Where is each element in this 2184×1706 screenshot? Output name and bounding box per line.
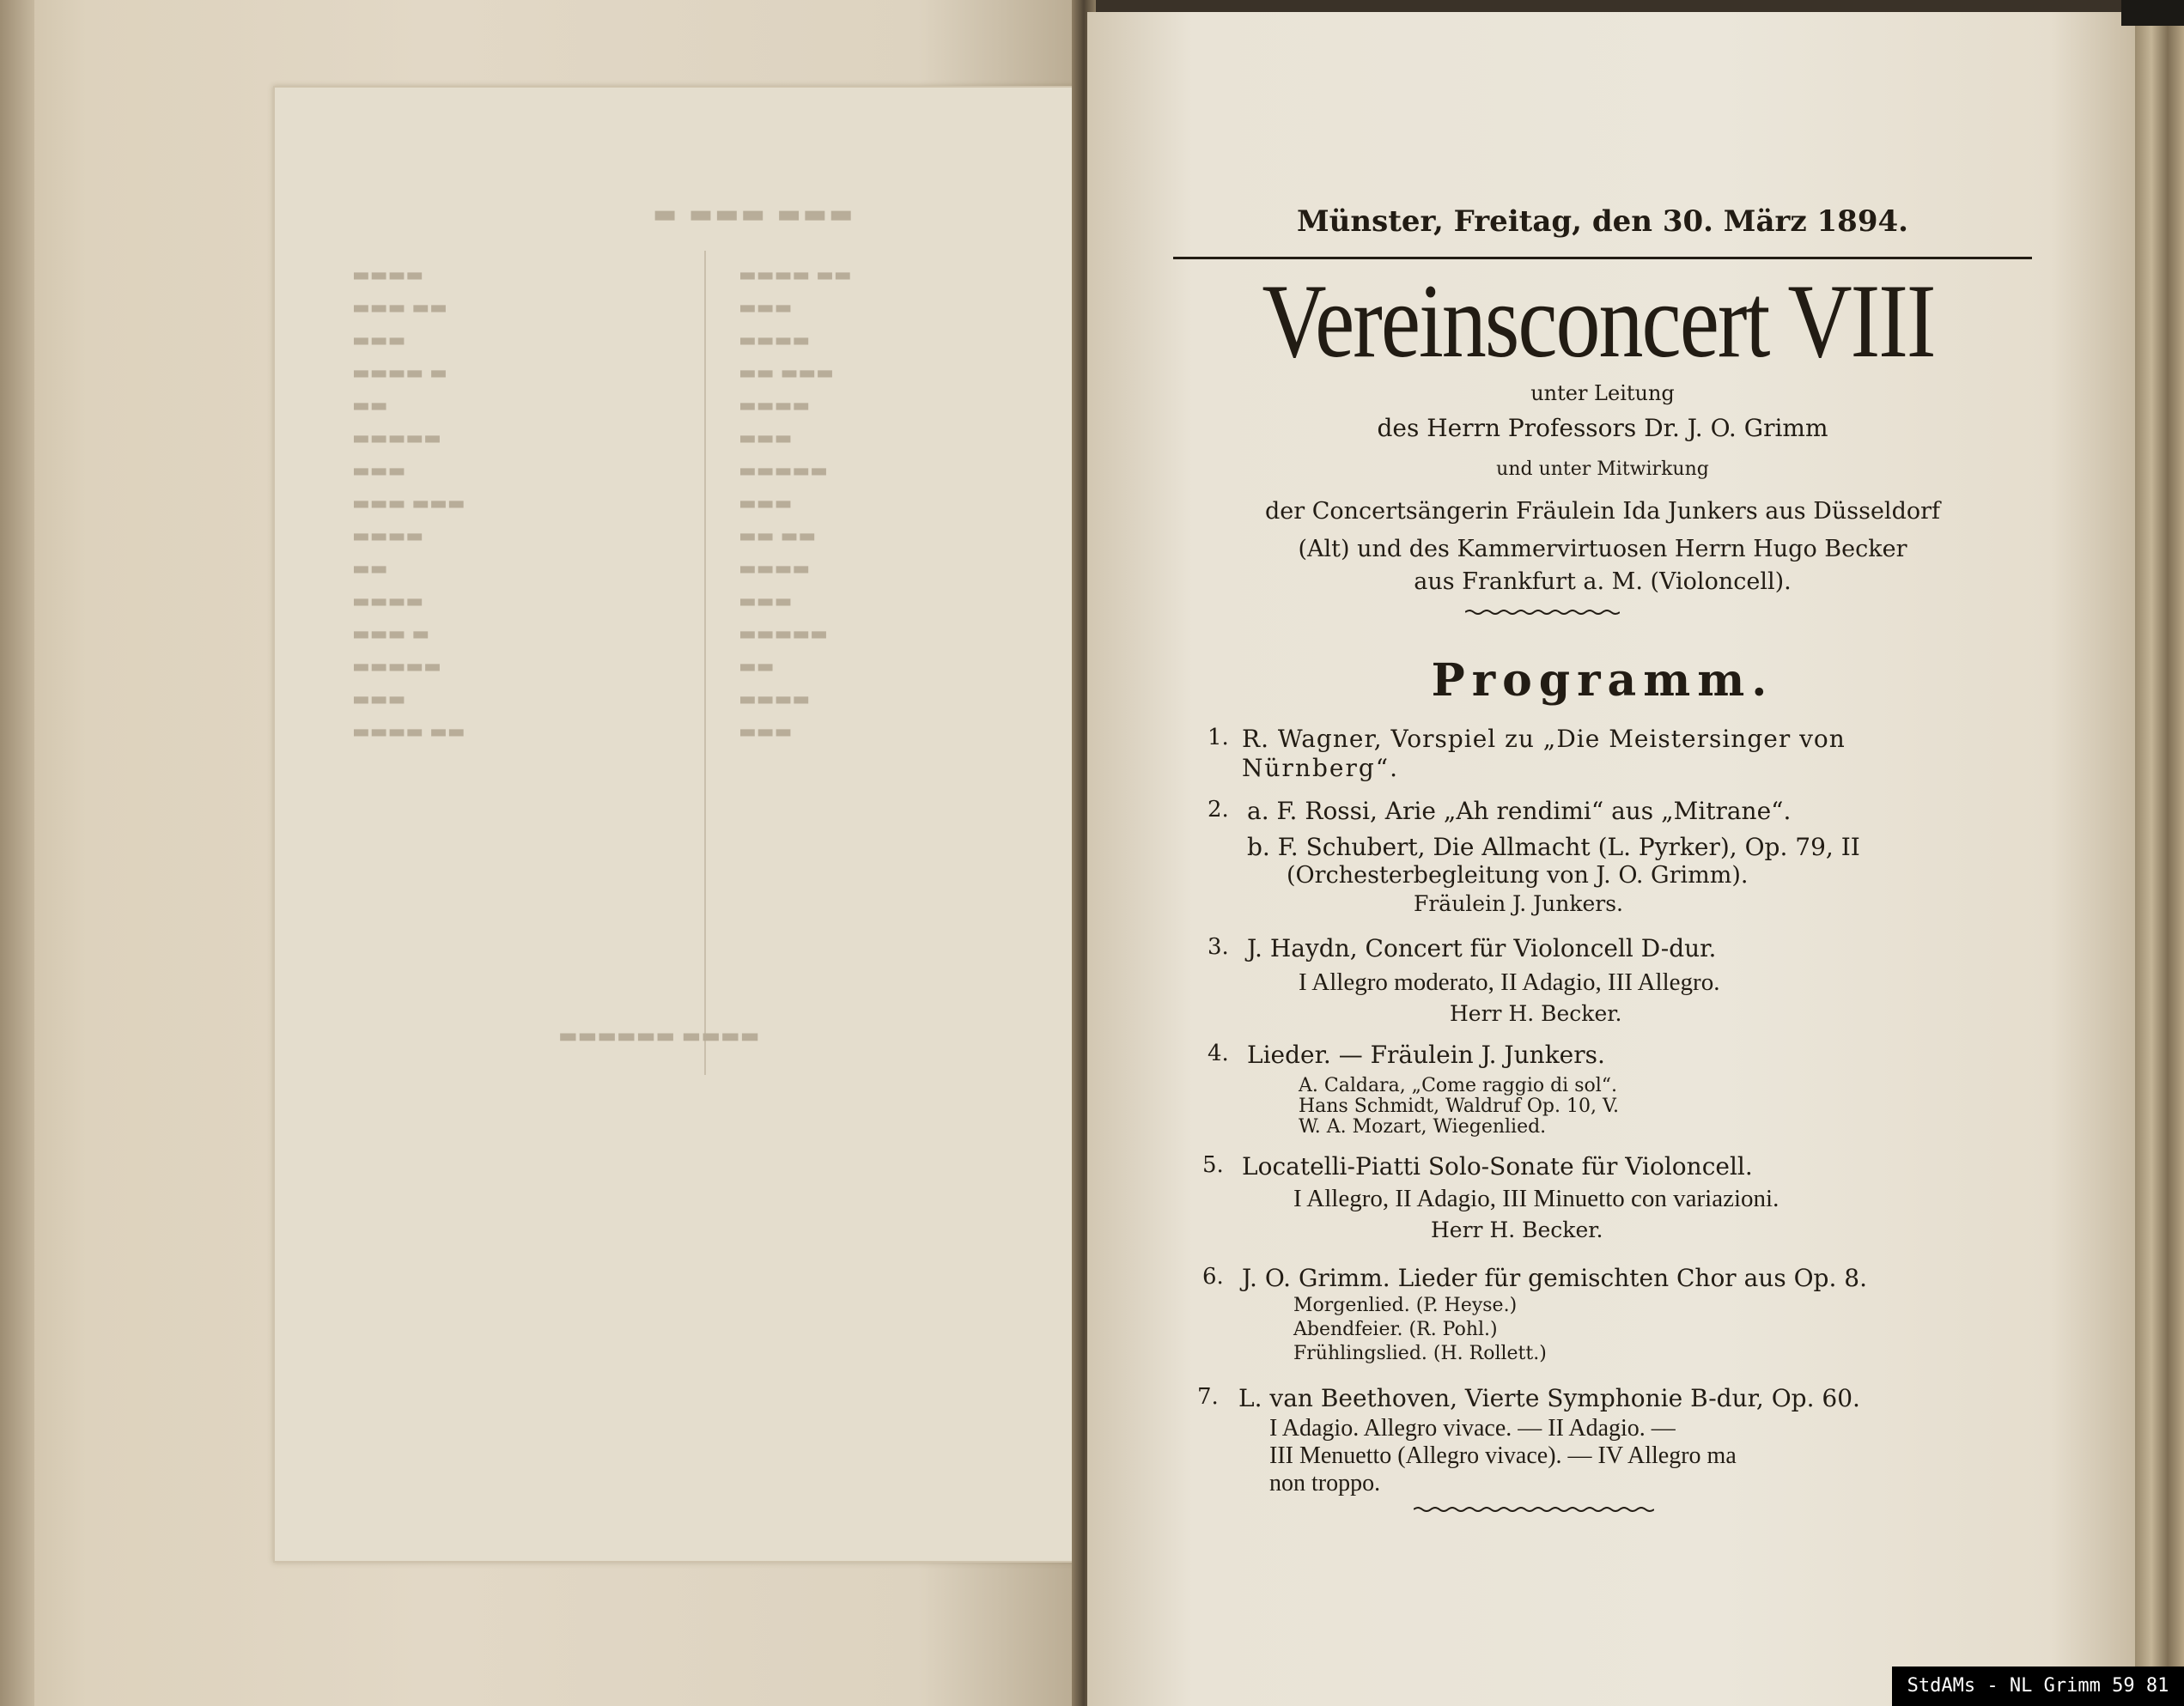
item-2-line-4: Fräulein J. Junkers.	[1414, 891, 1624, 916]
item-5-line-2: I Allegro, II Adagio, III Minuetto con variazioni.	[1293, 1185, 1779, 1212]
background-corner	[2121, 0, 2184, 26]
line-soloist-3: aus Frankfurt a. M. (Violoncell).	[1414, 568, 1792, 595]
item-3-line-1: J. Haydn, Concert für Violoncell D-dur.	[1247, 934, 1717, 962]
item-6-line-2: Morgenlied. (P. Heyse.)	[1293, 1295, 1518, 1316]
item-5-line-1: Locatelli-Piatti Solo-Sonate für Violoncell.	[1242, 1152, 1753, 1181]
dateline: Münster, Freitag, den 30. März 1894.	[1297, 204, 1908, 239]
line-unter-leitung: unter Leitung	[1530, 381, 1675, 405]
right-page	[1087, 12, 2135, 1706]
concert-title: Vereinsconcert VIII	[1262, 263, 1935, 380]
ghost-column-left: ▬▬▬▬ ▬▬▬ ▬▬ ▬▬▬ ▬▬▬▬ ▬ ▬▬ ▬▬▬▬▬ ▬▬▬ ▬▬▬ ▬▬▬ ▬▬▬▬ ▬▬ ▬▬▬▬ ▬▬▬ ▬ ▬▬▬▬▬ ▬▬▬ ▬▬▬▬ ▬▬	[352, 264, 465, 743]
line-conductor: des Herrn Professors Dr. J. O. Grimm	[1377, 414, 1828, 442]
left-page	[0, 0, 1080, 1706]
item-6-line-1: J. O. Grimm. Lieder für gemischten Chor aus Op. 8.	[1242, 1264, 1867, 1292]
line-soloist-2: (Alt) und des Kammervirtuosen Herrn Hugo Becker	[1298, 536, 1907, 562]
line-soloist-1: der Concertsängerin Fräulein Ida Junkers aus Düsseldorf	[1264, 498, 1941, 525]
item-2-line-3: (Orchesterbegleitung von J. O. Grimm).	[1287, 862, 1749, 889]
item-1-line-2: Nürnberg“.	[1242, 754, 1399, 782]
item-7-line-2: I Adagio. Allegro vivace. — II Adagio. —	[1269, 1415, 1676, 1442]
item-3-number: 3.	[1208, 934, 1229, 960]
line-mitwirkung: und unter Mitwirkung	[1496, 458, 1709, 480]
item-4-number: 4.	[1208, 1041, 1229, 1066]
item-7-line-1: L. van Beethoven, Vierte Symphonie B-dur, Op. 60.	[1238, 1384, 1860, 1412]
item-2-line-1: a. F. Rossi, Arie „Ah rendimi“ aus „Mitrane“.	[1247, 797, 1792, 825]
item-5-line-3: Herr H. Becker.	[1431, 1217, 1603, 1242]
item-4-line-2: A. Caldara, „Come raggio di sol“.	[1299, 1075, 1618, 1096]
item-1-line-1: R. Wagner, Vorspiel zu „Die Meistersinger von	[1242, 725, 1846, 753]
ghost-heading: ▬ ▬▬▬ ▬▬▬	[653, 199, 855, 229]
item-1-number: 1.	[1208, 725, 1229, 750]
right-page-edge	[2135, 26, 2184, 1706]
item-4-line-1: Lieder. — Fräulein J. Junkers.	[1247, 1041, 1605, 1069]
item-4-line-3: Hans Schmidt, Waldruf Op. 10, V.	[1299, 1096, 1620, 1117]
item-3-line-3: Herr H. Becker.	[1450, 1001, 1622, 1026]
header-rule	[1173, 257, 2032, 259]
ghost-divider	[704, 251, 706, 1075]
programm-heading: Programm.	[1431, 654, 1774, 707]
ghost-column-right: ▬▬▬▬ ▬▬ ▬▬▬ ▬▬▬▬ ▬▬ ▬▬▬ ▬▬▬▬ ▬▬▬ ▬▬▬▬▬ ▬▬▬ ▬▬ ▬▬ ▬▬▬▬ ▬▬▬ ▬▬▬▬▬ ▬▬ ▬▬▬▬ ▬▬▬	[739, 264, 852, 743]
item-3-line-2: I Allegro moderato, II Adagio, III Allegro.	[1299, 968, 1720, 996]
ornament-rule-bottom	[1414, 1506, 1654, 1513]
item-6-number: 6.	[1202, 1264, 1224, 1290]
item-2-line-2: b. F. Schubert, Die Allmacht (L. Pyrker), Op. 79, II	[1247, 833, 1860, 861]
item-5-number: 5.	[1202, 1152, 1224, 1178]
bleed-through-sheet	[273, 86, 1080, 1563]
ghost-footer: ▬▬▬▬▬▬ ▬▬▬▬	[558, 1023, 760, 1047]
item-6-line-4: Frühlingslied. (H. Rollett.)	[1293, 1343, 1547, 1364]
item-7-line-3: III Menuetto (Allegro vivace). — IV Allegro ma	[1269, 1442, 1737, 1469]
item-2-number: 2.	[1208, 797, 1229, 823]
left-page-edge	[0, 0, 34, 1706]
item-6-line-3: Abendfeier. (R. Pohl.)	[1293, 1319, 1498, 1340]
item-4-line-4: W. A. Mozart, Wiegenlied.	[1299, 1116, 1547, 1138]
item-7-line-4: non troppo.	[1269, 1470, 1381, 1497]
ornament-rule-top	[1465, 609, 1620, 616]
archive-stamp: StdAMs - NL Grimm 59 81	[1892, 1667, 2184, 1706]
item-7-number: 7.	[1197, 1384, 1219, 1410]
